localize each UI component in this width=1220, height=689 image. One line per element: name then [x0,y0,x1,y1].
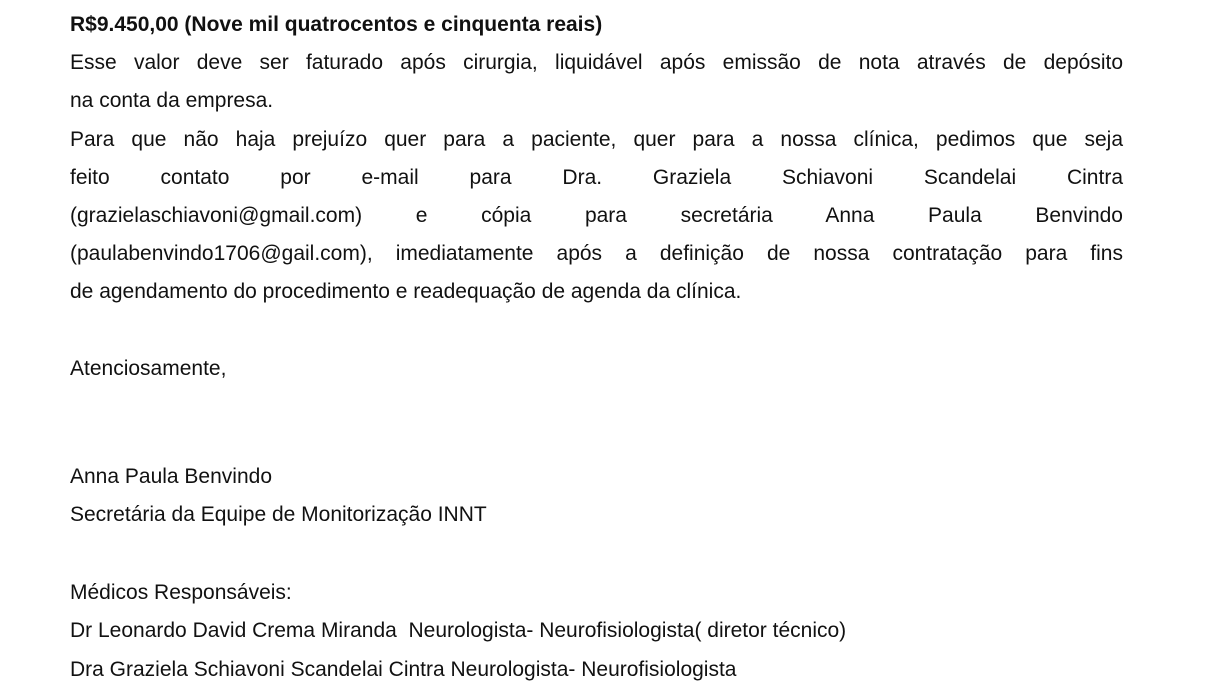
spacer [70,388,1123,458]
spacer [70,534,1123,574]
signature-role: Secretária da Equipe de Monitorização INNT [70,503,487,527]
paragraph-line: Para que não haja prejuízo quer para a paciente, quer para a nossa clínica, pedimos que seja [70,127,1123,151]
paragraph-line: (paulabenvindo1706@gail.com), imediatamente após a definição de nossa contratação para fins [70,242,1123,266]
document-page [70,6,1123,689]
spacer [70,312,1123,350]
paragraph-line: Esse valor deve ser faturado após cirurgia, liquidável após emissão de nota através de depósito [70,51,1123,75]
payment-paragraph [70,44,1123,120]
closing-text: Atenciosamente, [70,356,227,380]
doctor-entry: Dr Leonardo David Crema Miranda Neurologista- Neurofisiologista( diretor técnico) [70,619,847,643]
paragraph-line: feito contato por e-mail para Dra. Graziela Schiavoni Scandelai Cintra [70,165,1123,189]
signature-name: Anna Paula Benvindo [70,464,272,488]
paragraph-line: de agendamento do procedimento e readequação de agenda da clínica. [70,280,742,304]
amount-heading: R$9.450,00 (Nove mil quatrocentos e cinquenta reais) [70,13,603,36]
doctors-heading: Médicos Responsáveis: [70,581,292,605]
contact-paragraph [70,121,1123,312]
paragraph-line: na conta da empresa. [70,89,274,113]
paragraph-line: (grazielaschiavoni@gmail.com) e cópia para secretária Anna Paula Benvindo [70,203,1123,227]
doctor-entry: Dra Graziela Schiavoni Scandelai Cintra Neurologista- Neurofisiologista [70,657,737,681]
